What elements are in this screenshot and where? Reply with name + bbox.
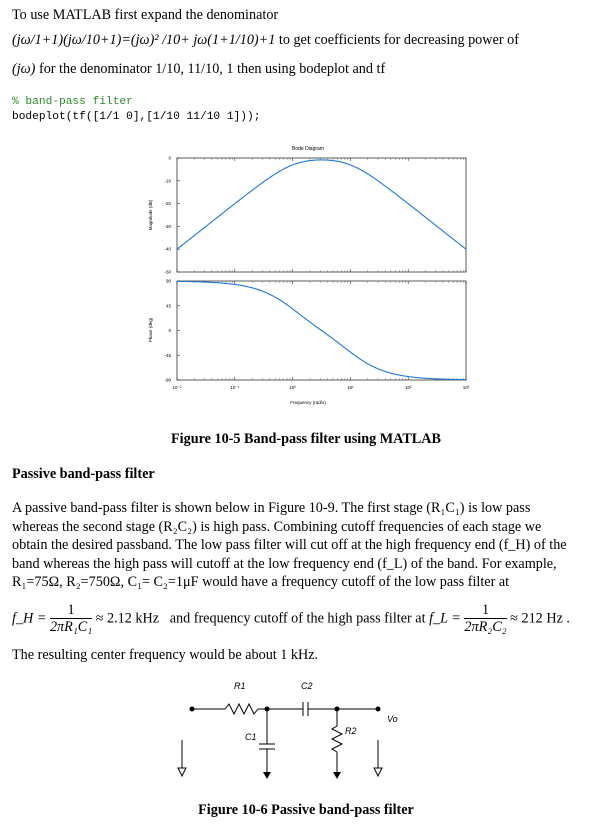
ground-arrow-r2: [333, 772, 341, 779]
phase-tick-label: 45: [165, 303, 171, 309]
x-tick-label: 10²: [404, 385, 412, 390]
paragraph-line-1: A passive band-pass filter is shown below in Figure 10-9. The first stage (R₁C₁) is low pass: [12, 500, 531, 516]
fl-fraction: [464, 603, 506, 635]
fl-lhs: f_L =: [429, 610, 461, 627]
label-c2: C2: [301, 681, 313, 691]
paragraph-line-5: R₁=75Ω, R₂=750Ω, C₁= C₂=1μF would have a frequency cutoff of the low pass filter at: [12, 574, 510, 591]
bode-diagram: [140, 142, 480, 412]
center-frequency-text: The resulting center frequency would be about 1 kHz.: [12, 647, 319, 663]
intro-jw: (jω): [12, 61, 36, 77]
intro-line-3: [12, 62, 385, 76]
intro-line-1: To use MATLAB first expand the denominator: [12, 7, 279, 23]
x-tick-label: 10⁻²: [172, 385, 182, 390]
section-heading: Passive band-pass filter: [12, 466, 155, 482]
resistor-r1: [225, 704, 258, 714]
code-comment: % band-pass filter: [12, 96, 133, 108]
fl-denominator: 2πR₂C₂: [464, 619, 507, 635]
ground-arrow-input: [178, 768, 186, 776]
ground-arrow-c1: [263, 772, 271, 779]
fl-value: ≈ 212 Hz .: [510, 610, 570, 627]
phase-tick-label: 0: [168, 328, 171, 333]
magnitude-ylabel: Magnitude (dB): [148, 199, 153, 231]
fh-value: ≈ 2.12 kHz: [95, 610, 160, 627]
magnitude-tick-label: -30: [164, 223, 171, 229]
intro-line-2-text: to get coefficients for decreasing power of: [278, 32, 519, 48]
label-r2: R2: [345, 726, 357, 736]
phase-tick-label: -90: [164, 377, 171, 383]
fh-fraction: [50, 603, 92, 635]
circuit-schematic: [170, 672, 410, 784]
formula-line: [12, 603, 570, 635]
junction-node-1: [265, 707, 270, 712]
label-c1: C1: [245, 732, 257, 742]
magnitude-tick-label: -20: [164, 201, 171, 207]
magnitude-tick-label: -50: [164, 269, 171, 275]
code-command: bodeplot(tf([1/1 0],[1/10 11/10 1]));: [12, 111, 261, 123]
phase-ylabel: Phase (deg): [148, 317, 153, 343]
figure-2-caption: Figure 10-6 Passive band-pass filter: [198, 802, 414, 818]
figure-1-caption: Figure 10-5 Band-pass filter using MATLAB: [171, 431, 441, 447]
resistor-r2: [332, 726, 342, 752]
input-node: [190, 707, 195, 712]
x-tick-label: 10⁰: [289, 385, 297, 390]
x-tick-label: 10³: [462, 385, 470, 390]
phase-tick-label: 90: [165, 278, 171, 284]
paragraph-line-2: whereas the second stage (R₂C₂) is high pass. Combining cutoff frequencies of each stage we: [12, 518, 542, 535]
label-vo: Vo: [387, 714, 398, 724]
bode-title: Bode Diagram: [292, 146, 324, 152]
intro-line-2: [12, 33, 519, 47]
x-tick-label: 10¹: [347, 385, 354, 390]
ground-arrow-output: [374, 768, 382, 776]
junction-node-2: [335, 707, 340, 712]
formula-mid-text: and frequency cutoff of the high pass filter at: [169, 610, 426, 627]
magnitude-tick-label: -40: [164, 246, 171, 252]
magnitude-tick-label: -10: [164, 178, 171, 184]
paragraph-line-3: obtain the desired passband. The low pass filter will cut off at the high frequency end (f_H) of the: [12, 537, 567, 554]
label-r1: R1: [234, 681, 246, 691]
paragraph: [12, 499, 604, 592]
paragraph-line-4: band whereas the high pass will cutoff at the low frequency end (f_L) of the band. For example,: [12, 555, 557, 572]
magnitude-tick-label: 0: [168, 155, 171, 161]
intro-line-3-text: for the denominator 1/10, 11/10, 1 then using bodeplot and tf: [38, 61, 386, 77]
bode-xlabel: Frequency (rad/s): [290, 400, 326, 405]
intro-equation: (jω/1+1)(jω/10+1)=(jω)² /10+ jω(1+1/10)+1: [12, 32, 276, 48]
fh-denominator: 2πR₁C₁: [49, 619, 93, 635]
output-node: [376, 707, 381, 712]
phase-tick-label: -45: [164, 352, 171, 358]
fh-lhs: f_H =: [12, 610, 47, 627]
fh-numerator: 1: [50, 603, 92, 619]
fl-numerator: 1: [464, 603, 506, 619]
x-tick-label: 10⁻¹: [230, 385, 240, 390]
